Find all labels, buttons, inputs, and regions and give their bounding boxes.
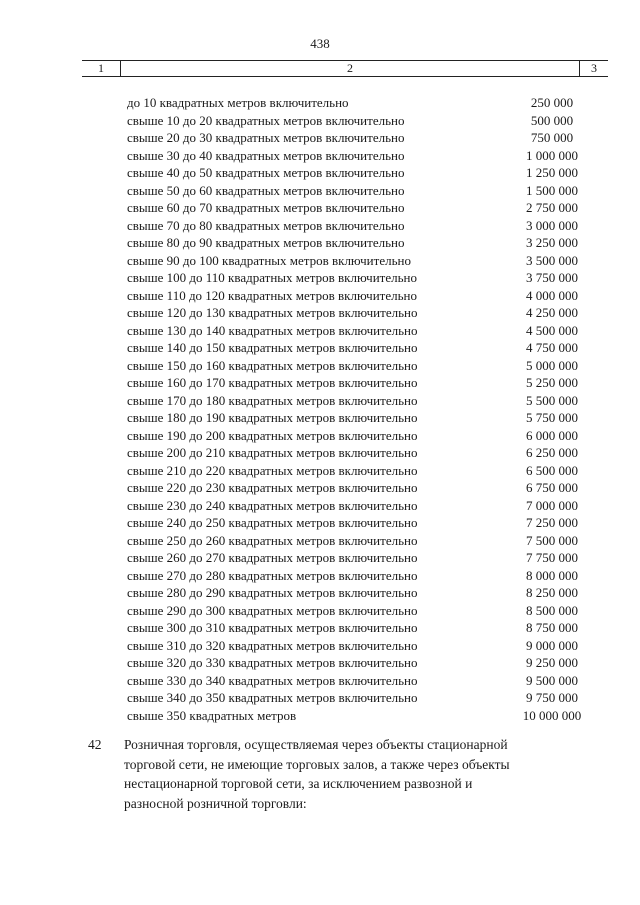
- table-row: [0, 619, 640, 637]
- row-label: свыше 130 до 140 квадратных метров включительно: [127, 322, 418, 338]
- row-value: 500 000: [530, 112, 574, 128]
- row-label: свыше 170 до 180 квадратных метров включительно: [127, 392, 418, 408]
- row-value: 8 000 000: [526, 567, 578, 583]
- row-label: свыше 350 квадратных метров: [127, 707, 297, 723]
- row-value: 4 500 000: [526, 322, 578, 338]
- table-row: [0, 514, 640, 532]
- table-row: [0, 304, 640, 322]
- row-label: свыше 210 до 220 квадратных метров включительно: [127, 462, 418, 478]
- row-value: 6 000 000: [526, 427, 578, 443]
- row-value: 7 250 000: [526, 515, 578, 530]
- row-value: 7 000 000: [526, 497, 578, 513]
- row-value: 4 750 000: [526, 340, 578, 355]
- table-row: [0, 654, 640, 672]
- row-label: свыше 340 до 350 квадратных метров включительно: [127, 690, 418, 705]
- row-label: свыше 230 до 240 квадратных метров включительно: [127, 497, 418, 513]
- row-label: до 10 квадратных метров включительно: [127, 95, 349, 110]
- table-row: [0, 567, 640, 585]
- table-row: [0, 199, 640, 217]
- table-row: [0, 112, 640, 130]
- table-row: [0, 374, 640, 392]
- row-value: 2 750 000: [526, 200, 578, 215]
- row-value: 250 000: [530, 95, 574, 110]
- table-row: [0, 357, 640, 375]
- row-value: 1 250 000: [526, 165, 578, 180]
- table-row: [0, 637, 640, 655]
- row-value: 1 500 000: [526, 182, 578, 198]
- row-value: 10 000 000: [522, 707, 582, 723]
- table-row: [0, 462, 640, 480]
- row-label: свыше 240 до 250 квадратных метров включительно: [127, 515, 418, 530]
- row-value: 4 250 000: [526, 305, 578, 320]
- row-value: 3 000 000: [526, 217, 578, 233]
- row-label: свыше 30 до 40 квадратных метров включительно: [127, 147, 405, 163]
- header-bottom-rule: [82, 76, 608, 77]
- row-value: 5 250 000: [526, 375, 578, 390]
- table-row: [0, 234, 640, 252]
- table-row: [0, 322, 640, 340]
- header-col-2: 2: [120, 60, 580, 76]
- table-row: [0, 339, 640, 357]
- table-row: [0, 287, 640, 305]
- table-row: [0, 164, 640, 182]
- row-value: 8 750 000: [526, 620, 578, 635]
- row-value: 8 500 000: [526, 602, 578, 618]
- table-row: [0, 182, 640, 200]
- table-row: [0, 252, 640, 270]
- rate-table: [0, 94, 640, 724]
- row-value: 750 000: [530, 130, 574, 145]
- row-label: свыше 320 до 330 квадратных метров включительно: [127, 655, 418, 670]
- table-row: [0, 584, 640, 602]
- row-value: 5 500 000: [526, 392, 578, 408]
- row-value: 7 750 000: [526, 550, 578, 565]
- row-label: свыше 270 до 280 квадратных метров включительно: [127, 567, 418, 583]
- row-label: свыше 330 до 340 квадратных метров включительно: [127, 672, 418, 688]
- row-label: свыше 120 до 130 квадратных метров включительно: [127, 305, 418, 320]
- table-row: [0, 672, 640, 690]
- row-label: свыше 310 до 320 квадратных метров включительно: [127, 637, 418, 653]
- table-row: [0, 147, 640, 165]
- row-label: свыше 290 до 300 квадратных метров включительно: [127, 602, 418, 618]
- row-label: свыше 50 до 60 квадратных метров включительно: [127, 182, 405, 198]
- row-label: свыше 80 до 90 квадратных метров включительно: [127, 235, 405, 250]
- table-row: [0, 497, 640, 515]
- row-label: свыше 280 до 290 квадратных метров включительно: [127, 585, 418, 600]
- row-label: свыше 200 до 210 квадратных метров включительно: [127, 445, 418, 460]
- table-row: [0, 602, 640, 620]
- table-row: [0, 129, 640, 147]
- row-value: 3 250 000: [526, 235, 578, 250]
- row-label: свыше 300 до 310 квадратных метров включительно: [127, 620, 418, 635]
- row-label: свыше 40 до 50 квадратных метров включительно: [127, 165, 405, 180]
- table-row: [0, 269, 640, 287]
- row-value: 4 000 000: [526, 287, 578, 303]
- row-value: 3 750 000: [526, 270, 578, 285]
- table-row: [0, 217, 640, 235]
- table-row: [0, 392, 640, 410]
- table-row: [0, 532, 640, 550]
- row-value: 8 250 000: [526, 585, 578, 600]
- row-value: 9 000 000: [526, 637, 578, 653]
- row-label: свыше 260 до 270 квадратных метров включительно: [127, 550, 418, 565]
- row-value: 9 250 000: [526, 655, 578, 670]
- item-42-number: 42: [88, 737, 102, 752]
- row-value: 7 500 000: [526, 532, 578, 548]
- row-value: 5 750 000: [526, 410, 578, 425]
- table-row: [0, 689, 640, 707]
- row-value: 9 500 000: [526, 672, 578, 688]
- row-label: свыше 250 до 260 квадратных метров включительно: [127, 532, 418, 548]
- row-label: свыше 100 до 110 квадратных метров включительно: [127, 270, 417, 285]
- table-row: [0, 409, 640, 427]
- table-row: [0, 444, 640, 462]
- row-value: 6 750 000: [526, 480, 578, 495]
- row-value: 6 250 000: [526, 445, 578, 460]
- table-row: [0, 479, 640, 497]
- row-value: 3 500 000: [526, 252, 578, 268]
- table-row: [0, 707, 640, 725]
- table-row: [0, 549, 640, 567]
- page-number: 438: [310, 36, 330, 51]
- row-label: свыше 10 до 20 квадратных метров включительно: [127, 112, 405, 128]
- row-label: свыше 140 до 150 квадратных метров включительно: [127, 340, 418, 355]
- row-label: свыше 220 до 230 квадратных метров включительно: [127, 480, 418, 495]
- row-value: 9 750 000: [526, 690, 578, 705]
- row-label: свыше 60 до 70 квадратных метров включительно: [127, 200, 405, 215]
- header-col-3: 3: [591, 61, 597, 75]
- row-value: 1 000 000: [526, 147, 578, 163]
- header-col-1: 1: [98, 61, 104, 75]
- row-label: свыше 70 до 80 квадратных метров включительно: [127, 217, 405, 233]
- row-label: свыше 160 до 170 квадратных метров включительно: [127, 375, 418, 390]
- table-row: [0, 427, 640, 445]
- row-label: свыше 110 до 120 квадратных метров включительно: [127, 287, 417, 303]
- table-row: [0, 94, 640, 112]
- row-label: свыше 190 до 200 квадратных метров включительно: [127, 427, 418, 443]
- row-label: свыше 20 до 30 квадратных метров включительно: [127, 130, 405, 145]
- row-value: 6 500 000: [526, 462, 578, 478]
- row-value: 5 000 000: [526, 357, 578, 373]
- row-label: свыше 90 до 100 квадратных метров включительно: [127, 252, 411, 268]
- table-header: [82, 60, 608, 76]
- item-42-text: Розничная торговля, осуществляемая через объекты стационарной торговой сети, не имеющие торговых залов, а также через объекты нестационарной торговой сети, за исключением развозной и разносной розничной торговли:: [124, 737, 510, 811]
- row-label: свыше 180 до 190 квадратных метров включительно: [127, 410, 418, 425]
- row-label: свыше 150 до 160 квадратных метров включительно: [127, 357, 418, 373]
